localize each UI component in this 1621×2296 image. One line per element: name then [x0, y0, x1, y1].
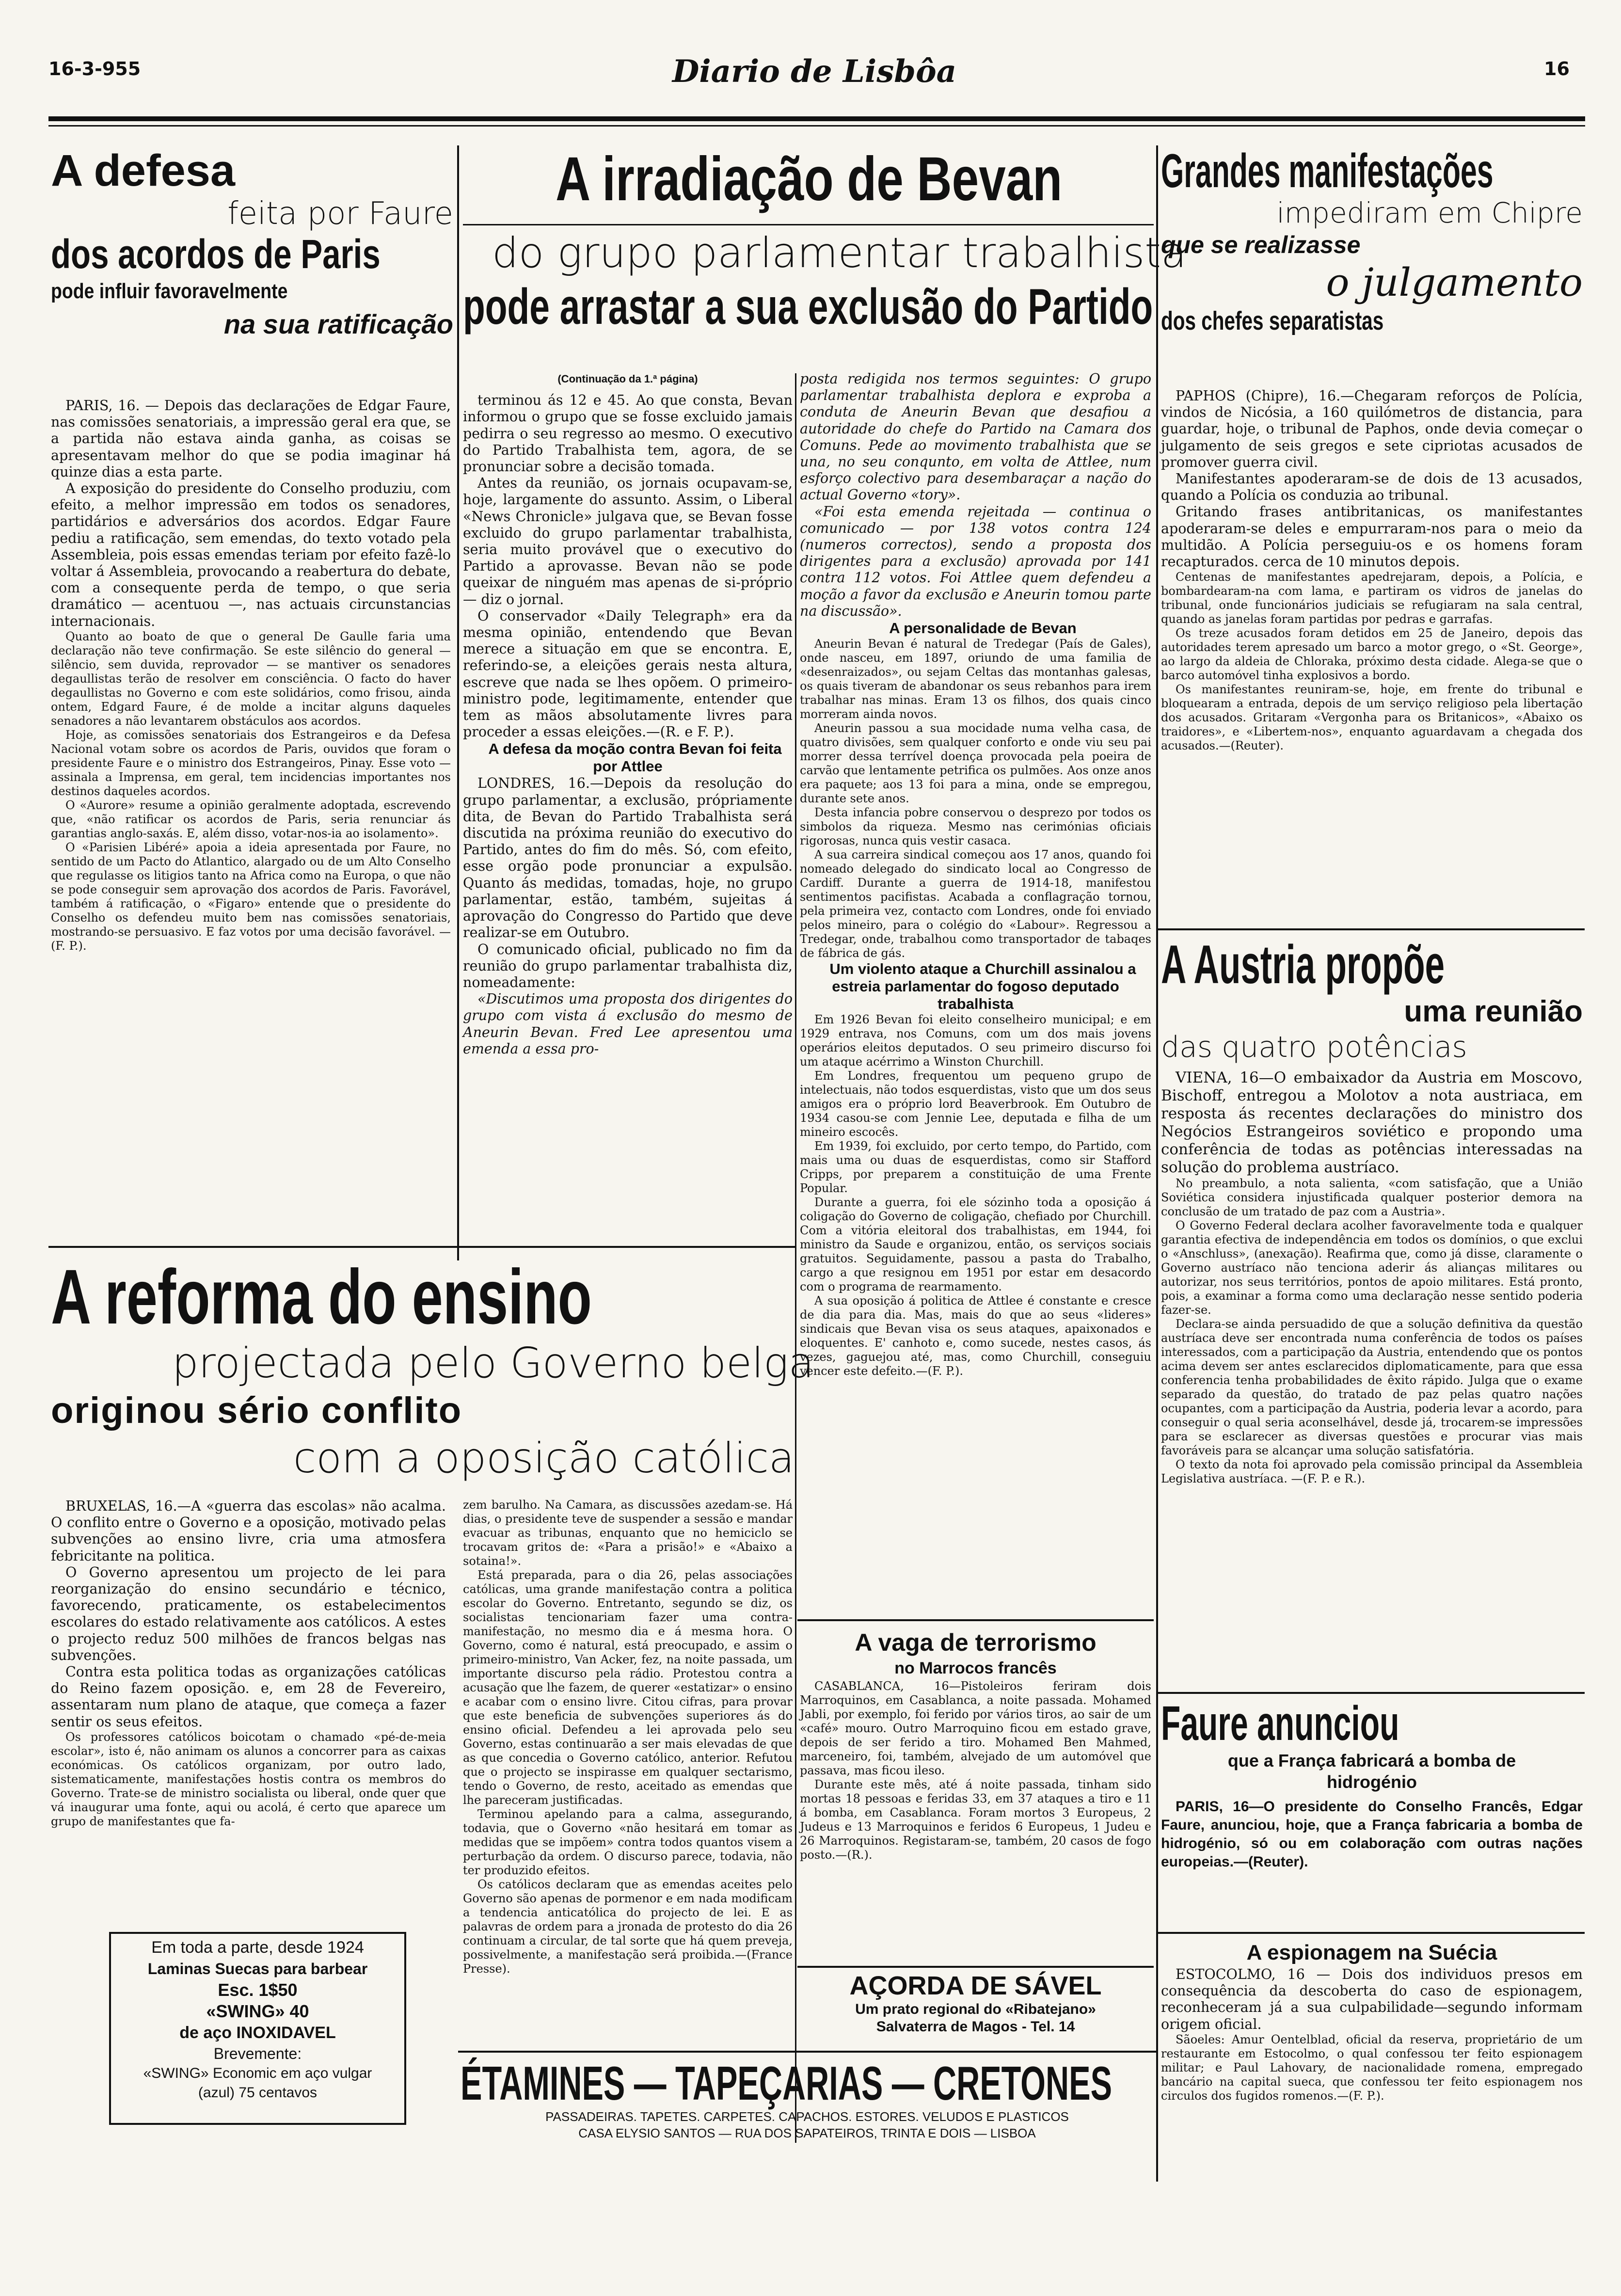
paragraph: zem barulho. Na Camara, as discussões azedam-se. Há dias, o presidente teve de suspender a sessão e mandar evacuar as tribunas, enquanto que no hemiciclo se trocavam gritos de: «Para a prisão!» e «Abaixo a sotaina!». [463, 1498, 793, 1568]
section-rule [458, 2051, 1156, 2053]
headline-line: pode influir favoravelmente [51, 279, 288, 303]
headline: A Austria propõe [1161, 934, 1445, 995]
subheading: Um violento ataque a Churchill assinalou a estreia parlamentar do fogoso deputado trabalhista [829, 960, 1136, 1013]
column-rule [457, 145, 459, 1260]
right-article-1-header [1161, 145, 1583, 336]
paragraph: O «Parisien Libéré» apoia a ideia apresentada por Faure, no sentido de um Pacto do Atlantico, alargado ou de um Alto Conselho que regulasse os litigios tanto na Africa como na Europa, o que não se pode conseguir sem aprovação dos acordos de Paris. Favorável, também á ratificação, o «Figaro» entende que o presidente do Conselho os defendeu muito bem nas comissões senatoriais, mostrando-se persuasivo. E faz votos por uma decisão favorável. — (F. P.). [51, 840, 451, 953]
paragraph: «Foi esta emenda rejeitada — continua o comunicado — por 138 votos contra 124 (numeros correctos), sendo a proposta dos dirigentes para a exclusão) aprovada por 141 contra 112 votos. Foi Attlee quem defendeu a moção a favor da exclusão e Aneurin tomou parte na discussão». [800, 503, 1151, 619]
column-rule [1156, 145, 1158, 2182]
headline: A defesa [51, 146, 236, 195]
headline-line: projectada pelo Governo belga [172, 1339, 814, 1387]
paragraph: Está preparada, para o dia 26, pelas associações católicas, uma grande manifestação contra a politica escolar do Governo. Entretanto, segundo se diz, os socialistas tencionariam fazer uma contra-manifestação, no mesmo dia e á mesma hora. O Governo, como é natural, está preocupado, e assim o primeiro-ministro, Van Acker, fez, na noite passada, um importante discurso pela rádio. Protestou contra a acusação que lhe fazem, de querer «estatizar» o ensino e acabar com o ensino livre. Citou cifras, para provar que este beneficia de subvenções superiores ás do ensino oficial. Defendeu a lei aprovada pelo seu Governo, estas continuarão a ser mais elevadas de que as que concedia o Governo católico, anterior. Refutou que o projecto se inspirasse em qualquer sectarismo, tendo o Governo, de resto, aceitado as emendas que lhe pareceram justificadas. [463, 1568, 793, 1807]
laminas-ad [109, 1932, 406, 2125]
paragraph: O Governo apresentou um projecto de lei para reorganização do ensino secundário e técnico, favorecendo, praticamente, os estabelecimentos escolares do estado relativamente aos católicos. A estes o projecto reduz 500 milhões de francos belgas nas subvenções. [51, 1564, 446, 1663]
paragraph: PARIS, 16—O presidente do Conselho Francês, Edgar Faure, anunciou, hoje, que a França fabricaria a bomba de hidrogénio, só ou em colaboração com outras nações europeias.—(Reuter). [1161, 1799, 1583, 1870]
ad-line: Um prato regional do «Ribatejano» [855, 2001, 1096, 2017]
ad-line: Laminas Suecas para barbear [147, 1960, 368, 1977]
paragraph: «Discutimos uma proposta dos dirigentes do grupo com vista á exclusão do mesmo de Aneurin Bevan. Fred Lee apresentou uma emenda a essa pro- [463, 991, 793, 1057]
ad-line: Brevemente: [213, 2045, 302, 2062]
paragraph: Manifestantes apoderaram-se de dois de 13 acusados, quando a Polícia os conduzia ao tribunal. [1161, 471, 1583, 504]
paragraph: A sua carreira sindical começou aos 17 anos, quando foi nomeado delegado do sindicato local ao Congresso de Cardiff. Durante a guerra de 1914-18, manifestou sentimentos pacifistas. Acabada a conflagração tornou, pela primeira vez, contacto com Londres, onde foi enviado pelos mineiro, para o colégio do «Labour». Regressou a Tredegar, onde, trabalhou como transportador de tabaqes de fábrica de gás. [800, 848, 1151, 960]
left-article-body [51, 398, 451, 953]
right-article-4 [1161, 1939, 1583, 2103]
paragraph: A exposição do presidente do Conselho produziu, com efeito, a melhor impressão em todos os senadores, partidários e adversários dos acordos. Edgar Faure pediu a ratificação, sem emendas, do texto votado pela Assembleia, pois essas emendas teriam por efeito fazê-lo voltar á Assembleia, provocando a reabertura do debate, com a consequente perda de tempo, o que seria dramático — acentuou —, nas actuais circunstancias internacionais. [51, 480, 451, 629]
paragraph: O «Aurore» resume a opinião geralmente adoptada, escrevendo que, «não ratificar os acordos de Paris, seria renunciar ás garantias anglo-saxás. E, além disso, votar-nos-ia ao isolamento». [51, 798, 451, 840]
paragraph: Terminou apelando para a calma, assegurando, todavia, que o Governo «não hesitará em tomar as medidas que se impõem» contra todos quantos visem a perturbação da ordem. O discurso parece, todavia, não ter produzido efeitos. [463, 1807, 793, 1877]
paragraph: Em 1939, foi excluido, por certo tempo, do Partido, com mais uma ou duas de esquerdistas, como sir Stafford Cripps, por preparem a constituição de uma Frente Popular. [800, 1139, 1151, 1196]
right-article-3 [1161, 1697, 1583, 1871]
ad-line: Esc. 1$50 [218, 1980, 298, 2000]
section-rule [797, 1619, 1154, 1621]
paragraph: Em Londres, frequentou um pequeno grupo de intelectuais, não todos esquerdistas, visto que um dos seus amigos era o próprio lord Beaverbrook. Em Outubro de 1934 casou-se com Jennie Lee, deputada e filha de um mineiro escocês. [800, 1069, 1151, 1139]
ad-line: (azul) 75 centavos [198, 2085, 318, 2101]
paragraph: A sua oposição á politica de Attlee é constante e cresce de dia para dia. Mas, mais do que ao seus «lideres» sindicais que Bevan visa os seus ataques, apaixonados e eloquentes. E' canhoto e, como sucede, nestes casos, ás vezes, gaguejou até, mas, como Churchill, conseguiu vencer este defeito.—(F. P.). [800, 1294, 1151, 1378]
etamines-ad [461, 2058, 1154, 2141]
page-number: 16 [1544, 58, 1570, 80]
left-article-header [51, 145, 453, 342]
paragraph: Centenas de manifestantes apedrejaram, depois, a Polícia, e bombardearam-na com lama, e partiram os vidros de janelas do tribunal, onde funcionários judiciais se refugiaram na sala central, quando as janelas foram partidas por pedras e garrafas. [1161, 570, 1583, 626]
ad-line: PASSADEIRAS. TAPETES. CARPETES. CAPACHOS. ESTORES. VELUDOS E PLASTICOS [545, 2109, 1069, 2124]
paragraph: Os manifestantes reuniram-se, hoje, em frente do tribunal e bloquearam a entrada, depois de um serviço religioso pela libertação dos acusados. Gritaram «Vergonha para os Britanicos», «Abaixo os traidores», e «Libertem-nos», enquanto aguardavam a chegada dos acusados.—(Reuter). [1161, 683, 1583, 753]
right-article-2-header [1161, 936, 1583, 1065]
headline-rule [463, 224, 1154, 225]
center-article-col-1 [463, 371, 793, 1057]
bottom-article-header [51, 1253, 814, 1483]
headline-line: o julgamento [1326, 260, 1583, 305]
headline-line: das quatro potências [1161, 1030, 1467, 1064]
paragraph: CASABLANCA, 16—Pistoleiros feriram dois Marroquinos, em Casablanca, a noite passada. Mohamed Jabli, por exemplo, foi ferido por vários tiros, ao sair de um «café» mouro. Outro Marroquino ficou em estado grave, depois de ser ferido a tiro. Mohamed Ben Mahmed, marceneiro, foi, também, alvejado de um automóvel que passava, mas ficou ileso. [800, 1679, 1151, 1777]
paragraph: Contra esta politica todas as organizações católicas do Reino fazem oposição. e, em 28 de Fevereiro, assentaram num plano de ataque, que começa a fazer sentir os seus efeitos. [51, 1664, 446, 1730]
paragraph: O conservador «Daily Telegraph» era da mesma opinião, entendendo que Bevan merece a situação em que se encontra. E, referindo-se, a eleições gerais nesta altura, escreve que nada se lhes opõem. O primeiro-ministro pode, legitimamente, entender que tem as mãos absolutamente livres para proceder a essas eleições.—(R. e F. P.). [463, 607, 793, 740]
headline: Grandes manifestações [1161, 144, 1494, 197]
paragraph: Durante a guerra, foi ele sózinho toda a oposição á coligação do Governo de coligação, chefiado por Churchill. Com a vitória eleitoral dos trabalhistas, em 1944, foi ministro da Saude e organizou, então, os serviços sociais gratuitos. Seguidamente, passou a pasta do Trabalho, cargo a que resignou em 1951 por estar em desacordo com o programa de rearmamento. [800, 1196, 1151, 1294]
paragraph: Declara-se ainda persuadido de que a solução definitiva da questão austríaca deve ser encontrada numa conferência de todos os países interessados, com a participação da Austria, entendendo que os pontos acima devem ser antes esclarecidos diplomaticamente, para que essa conferencia tenha probabilidades de êxito rápido. Julga que o exame separado da questão, do tratado de paz pelas quatro nações ocupantes, com a participação da Austria, poderia levar a acordo, para conseguir o qual seria aconselhável, desde já, trocarem-se impressões para se esclarecer as diversas questões e procurar vias mais favoráveis para se alcançar uma solução satisfatória. [1161, 1317, 1583, 1457]
paragraph: BRUXELAS, 16.—A «guerra das escolas» não acalma. O conflito entre o Governo e a oposição, motivado pelas subvenções ao ensino livre, cria uma atmosfera febricitante na politica. [51, 1498, 446, 1564]
paragraph: O Governo Federal declara acolher favoravelmente toda e qualquer garantia efectiva de independência em todos os domínios, o que exclui o «Anschluss», (anexação). Reafirma que, como já disse, claramente o Governo austríaco não tenciona aderir ás alianças militares ou autorizar, nos seus territórios, pontos de apoio militares. Está pronto, pois, a examinar a forma como uma declaração nesse sentido poderia fazer-se. [1161, 1219, 1583, 1317]
right-article-1-body [1161, 388, 1583, 753]
section-rule [797, 1966, 1154, 1968]
paragraph: Antes da reunião, os jornais ocupavam-se, hoje, largamente do assunto. Assim, o Liberal «News Chronicle» julgava que, se Bevan fosse excluido do grupo parlamentar trabalhista, seria muito provável que o executivo do Partido a aprovasse. Bevan não se pode queixar de ninguém mas apenas de si-próprio — diz o jornal. [463, 475, 793, 607]
header-rule [48, 116, 1585, 121]
subheading: A personalidade de Bevan [889, 620, 1077, 637]
paragraph: Aneurin Bevan é natural de Tredegar (País de Gales), onde nasceu, em 1897, oriundo de uma familia de «desenraizados», ou sejam Celtas das montanhas galesas, os quais tiveram de abandonar os seus rebanhos para irem trabalhar nas minas. Eram 13 os filhos, dos quais cinco morreram ainda novos. [800, 637, 1151, 721]
paragraph: Durante este mês, até á noite passada, tinham sido mortas 18 pessoas e feridas 33, em 37 ataques a tiro e 11 á bomba, em Casablanca. Foram mortos 3 Europeus, 2 Judeus e 13 Marroquinos e feridos 6 Europeus, 1 Judeu e 26 Marroquinos. Registaram-se, também, 20 casos de fogo posto.—(R.). [800, 1778, 1151, 1862]
headline-line: impediram em Chipre [1276, 196, 1583, 229]
paragraph: Em 1926 Bevan foi eleito conselheiro municipal; e em 1929 entrava, nos Comuns, com um dos mais jovens operários eleitos deputados. O seu primeiro discurso foi um ataque acérrimo a Winston Churchill. [800, 1013, 1151, 1069]
issue-date: 16-3-955 [48, 58, 141, 80]
continuation-note: (Continuação da 1.ª página) [557, 373, 698, 385]
paragraph: Sãoeles: Amur Oentelblad, oficial da reserva, proprietário de um restaurante em Estocolmo, o qual confessou ter feito espionagem militar; e Paul Lahovary, de nacionalidade romena, empregado bancário na capital sueca, que confessou ter feito espionagem nos circulos dos fugidos romenos.—(F. P.). [1161, 2032, 1583, 2103]
paragraph: Gritando frases antibritanicas, os manifestantes apoderaram-se deles e empurraram-nos para o meio da multidão. A Polícia perseguiu-os e os homens foram recapturados. cerca de 10 minutos depois. [1161, 504, 1583, 570]
section-rule [1158, 1692, 1585, 1694]
headline-line: que a França fabricará a bomba de hidrogénio [1227, 1751, 1516, 1792]
headline-line: que se realizasse [1161, 231, 1361, 258]
paragraph: PAPHOS (Chipre), 16.—Chegaram reforços de Polícia, vindos de Nicósia, a 160 quilómetros de distancia, para guardar, hoje, o tribunal de Paphos, onde devia começar o julgamento de seis gregos e sete cipriotas acusados de promover guerra civil. [1161, 388, 1583, 470]
bottom-article-col-1 [51, 1498, 446, 1829]
section-rule [48, 1246, 795, 1248]
paragraph: Os professores católicos boicotam o chamado «pé-de-meia escolar», isto é, não animam os alunos a concorrer para as caixas económicas. Os católicos organizam, por outro lado, sistematicamente, manifestações hostis contra os membros do Governo. Trate-se de ministro socialista ou liberal, onde quer que vá inaugurar uma fonte, aqui ou acolá, é certo que aparece um grupo de manifestantes que fa- [51, 1730, 446, 1828]
ad-line: «SWING» Economic em aço vulgar [143, 2065, 372, 2081]
paragraph: PARIS, 16. — Depois das declarações de Edgar Faure, nas comissões senatoriais, a impressão geral era que, se a partida não estava ainda ganha, as coisas se apresentavam melhor do que se podia imaginar há quinze dias a esta parte. [51, 398, 451, 480]
headline: A espionagem na Suécia [1246, 1941, 1497, 1964]
paragraph: Os treze acusados foram detidos em 25 de Janeiro, depois das autoridades terem apresado um barco a motor grego, o «St. George», ao largo da aldeia de Chloraka, próximo desta cidade. Alega-se que o barco automóvel tinha explosivos a bordo. [1161, 626, 1583, 683]
paragraph: O comunicado oficial, publicado no fim da reunião do grupo parlamentar trabalhista diz, nomeadamente: [463, 941, 793, 990]
ad-title: AÇORDA DE SÁVEL [849, 1971, 1102, 2000]
center-article-col-2 [800, 371, 1151, 1378]
ad-line: de aço INOXIDAVEL [179, 2024, 336, 2042]
headline-line: originou sério conflito [51, 1390, 462, 1431]
paragraph: O texto da nota foi aprovado pela comissão principal da Assembleia Legislativa austríaca. —(F. P. e R.). [1161, 1458, 1583, 1485]
bottom-article-col-2 [463, 1498, 793, 1976]
headline: Faure anunciou [1161, 1696, 1399, 1751]
right-article-2-body [1161, 1069, 1583, 1486]
center-article-header [463, 144, 1187, 335]
ad-title: ÉTAMINES — TAPEÇARIAS — CRETONES [461, 2057, 1112, 2110]
paragraph: Os católicos declaram que as emendas aceites pelo Governo são apenas de pormenor e em nada modificam a tendencia anticatólica do projecto de lei. E as palavras de ordem para a jronada de protesto do dia 26 continuam a circular, de tal sorte que há quem preveja, possivelmente, a manifestação será proibida.—(France Presse). [463, 1878, 793, 1976]
acorda-ad [800, 1971, 1151, 2036]
headline: A reforma do ensino [51, 1253, 592, 1340]
terror-article [800, 1628, 1151, 1862]
paragraph: VIENA, 16—O embaixador da Austria em Moscovo, Bischoff, entregou a Molotov a nota austriaca, em resposta ás recentes declarações do ministro dos Negócios Estrangeiros soviético e propondo uma conferência de todas as potências interessadas na solução do problema austríaco. [1161, 1069, 1583, 1176]
headline-line: pode arrastar a sua exclusão do Partido [463, 279, 1153, 335]
headline-line: dos acordos de Paris [51, 231, 381, 277]
headline-line: dos chefes separatistas [1161, 306, 1384, 335]
header-rule-thin [48, 125, 1585, 127]
subheading: A defesa da moção contra Bevan foi feita por Attlee [488, 740, 782, 775]
headline-line: uma reunião [1404, 995, 1583, 1028]
headline-line: na sua ratificação [223, 309, 453, 339]
masthead: Diario de Lisbôa [672, 53, 957, 90]
paragraph: LONDRES, 16.—Depois da resolução do grupo parlamentar, a exclusão, própriamente dita, de Bevan do Partido Trabalhista será discutida na próxima reunião do executivo do Partido, antes do fim do mês. Só, com efeito, esse orgão pode pronunciar a expulsão. Quanto ás medidas, tomadas, hoje, no grupo parlamentar, estão, também, sujeitas á aprovação do Congresso do Partido que deve realizar-se em Outubro. [463, 775, 793, 941]
paragraph: posta redigida nos termos seguintes: O grupo parlamentar trabalhista deplora e exproba a conduta de Aneurin Bevan que desafiou a autoridade do chefe do Partido na Camara dos Comuns. Pede ao movimento trabalhista que se una, no seu conqunto, em volta de Attlee, num esforço colectivo para desembaraçar a nação do actual Governo «tory». [800, 371, 1151, 503]
paragraph: terminou ás 12 e 45. Ao que consta, Bevan informou o grupo que se fosse excluido jamais pedirra o seu regresso ao mesmo. O executivo do Partido Trabalhista tem, agora, de se pronunciar sobre a decisão tomada. [463, 392, 793, 475]
section-rule [1158, 1932, 1585, 1934]
section-rule [1158, 928, 1585, 930]
paragraph: No preambulo, a nota salienta, «com satisfação, que a União Soviética considera injustificada qualquer posterior demora na conclusão de um tratado de paz com a Austria». [1161, 1177, 1583, 1218]
headline-line: no Marrocos francês [894, 1659, 1057, 1677]
paragraph: Desta infancia pobre conservou o desprezo por todos os simbolos da riqueza. Mesmo nas cerimónias oficiais rigorosas, nunca quis vestir casaca. [800, 806, 1151, 848]
ad-line: Salvaterra de Magos - Tel. 14 [876, 2019, 1075, 2035]
ad-line: Em toda a parte, desde 1924 [151, 1938, 364, 1957]
ad-line: «SWING» 40 [206, 2001, 309, 2021]
headline-line: do grupo parlamentar trabalhista [492, 229, 1187, 277]
paragraph: ESTOCOLMO, 16 — Dois dos individuos presos em consequência da descoberta do caso de espionagem, reconheceram já a sua culpabilidade—segundo informam origem oficial. [1161, 1966, 1583, 2032]
headline-line: com a oposição católica [293, 1434, 795, 1483]
headline-line: feita por Faure [227, 196, 453, 232]
paragraph: Hoje, as comissões senatoriais dos Estrangeiros e da Defesa Nacional votam sobre os acordos de Paris, ouvidos que foram o presidente Faure e o ministro dos Estrangeiros, Pinay. Esse voto — assinala a Imprensa, em geral, tem incidencias importantes nos destinos daqueles acordos. [51, 728, 451, 798]
headline: A vaga de terrorismo [855, 1629, 1097, 1656]
paragraph: Quanto ao boato de que o general De Gaulle faria uma declaração não teve confirmação. Se este silêncio do general — silêncio, sem duvida, reprovador — se mantiver os senadores degaullistas terão de resolver em consciência. O facto do haver degaullistas no Governo e com este solidários, como frisou, ainda ontem, Edgard Faure, é de molde a incitar alguns daqueles senadores a não levantarem obstáculos aos acordos. [51, 629, 451, 728]
paragraph: Aneurin passou a sua mocidade numa velha casa, de quatro divisões, sem qualquer conforto e onde viu seu pai morrer dessa terrível doença provocada pela poeira de carvão que lentamente petrifica os pulmões. Aos onze anos era paquete; aos 13 foi para a mina, onde se empregou, durante sete anos. [800, 721, 1151, 806]
headline: A irradiação de Bevan [556, 144, 1063, 214]
ad-line: CASA ELYSIO SANTOS — RUA DOS SAPATEIROS, TRINTA E DOIS — LISBOA [578, 2126, 1036, 2140]
